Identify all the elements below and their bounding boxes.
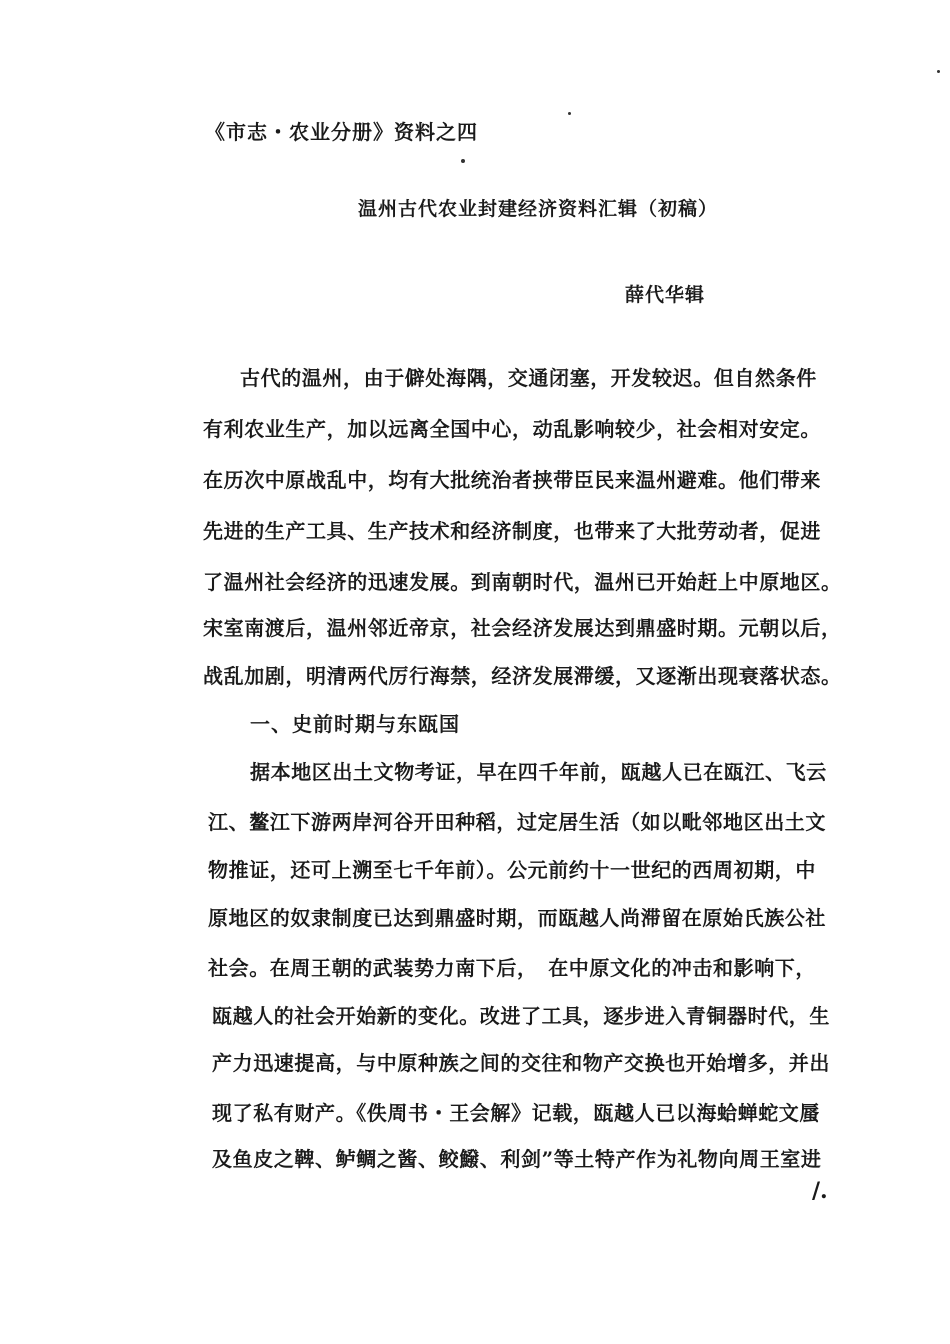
document-title: 温州古代农业封建经济资料汇辑（初稿） [358, 198, 719, 220]
paragraph-2-line: 据本地区出土文物考证，早在四千年前，瓯越人已在瓯江、飞云 [250, 760, 827, 784]
paragraph-2-line: 现了私有财产。《佚周书・王会解》记载，瓯越人已以海蛤蝉蛇文蜃 [212, 1101, 820, 1125]
paragraph-1-line: 宋室南渡后，温州邻近帝京，社会经济发展达到鼎盛时期。元朝以后， [203, 616, 842, 640]
section-heading: 一、史前时期与东瓯国 [250, 712, 460, 736]
paragraph-2-line: 物推证，还可上溯至七千年前）。公元前约十一世纪的西周初期，中 [208, 858, 816, 882]
paragraph-1-line: 古代的温州，由于僻处海隅，交通闭塞，开发较迟。但自然条件 [240, 366, 817, 390]
paragraph-2-line: 产力迅速提高，与中原种族之间的交往和物产交换也开始增多，并出 [212, 1051, 830, 1075]
paragraph-2-line: 江、鳌江下游两岸河谷开田种稻，过定居生活（如以毗邻地区出土文 [208, 810, 826, 834]
paragraph-2-line: 原地区的奴隶制度已达到鼎盛时期，而瓯越人尚滞留在原始氏族公社 [208, 906, 826, 930]
paragraph-1-line: 在历次中原战乱中，均有大批统治者挟带臣民来温州避难。他们带来 [203, 468, 821, 492]
paragraph-2-line: 及鱼皮之鞞、鲈鲷之酱、鲛鱍、利剑”等土特产作为礼物向周王室进 [212, 1147, 822, 1171]
paragraph-1-line: 先进的生产工具、生产技术和经济制度，也带来了大批劳动者，促进 [203, 519, 821, 543]
scan-speck [461, 159, 465, 163]
paragraph-2-line: 社会。在周王朝的武装势力南下后， 在中原文化的冲击和影响下， [208, 956, 816, 980]
paragraph-1-line: 了温州社会经济的迅速发展。到南朝时代，温州已开始赶上中原地区。 [203, 570, 842, 594]
paragraph-1-line: 有利农业生产，加以远离全国中心，动乱影响较少，社会相对安定。 [203, 417, 821, 441]
compiler-name: 薛代华辑 [625, 284, 706, 306]
scan-speck [937, 70, 940, 73]
page-mark: /. [812, 1178, 828, 1204]
scan-speck [568, 112, 571, 115]
paragraph-2-line: 瓯越人的社会开始新的变化。改进了工具，逐步进入青铜器时代，生 [212, 1004, 830, 1028]
series-title: 《市志・农业分册》资料之四 [205, 120, 478, 144]
paragraph-1-line: 战乱加剧，明清两代厉行海禁，经济发展滞缓，又逐渐出现衰落状态。 [203, 664, 842, 688]
